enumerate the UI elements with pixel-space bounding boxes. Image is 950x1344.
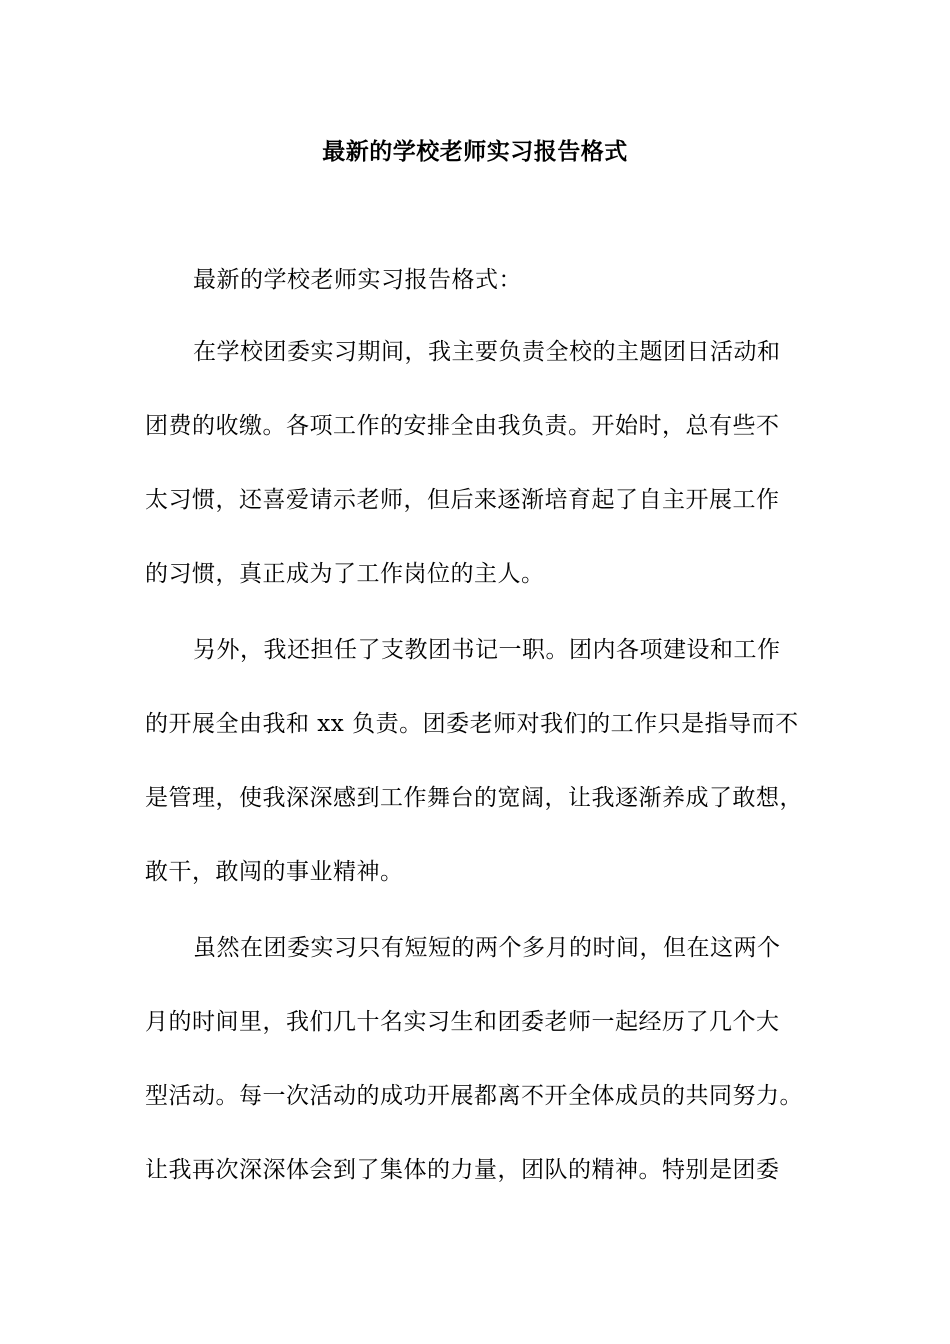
paragraph-line: 最新的学校老师实习报告格式： [193,267,522,293]
paragraph-line: 另外，我还担任了支教团书记一职。团内各项建设和工作 [193,637,781,663]
paragraph-line: 月的时间里，我们几十名实习生和团委老师一起经历了几个大 [145,1009,780,1035]
document-title: 最新的学校老师实习报告格式 [322,138,628,165]
paragraph-line: 团费的收缴。各项工作的安排全由我负责。开始时，总有些不 [145,413,780,439]
paragraph-line: 在学校团委实习期间，我主要负责全校的主题团日活动和 [193,339,781,365]
paragraph-line: 让我再次深深体会到了集体的力量，团队的精神。特别是团委 [145,1157,780,1183]
paragraph-line: 是管理，使我深深感到工作舞台的宽阔，让我逐渐养成了敢想， [145,785,803,811]
paragraph-line: 的开展全由我和 xx 负责。团委老师对我们的工作只是指导而不 [145,711,799,737]
paragraph-line: 型活动。每一次活动的成功开展都离不开全体成员的共同努力。 [145,1083,803,1109]
paragraph-line: 太习惯，还喜爱请示老师，但后来逐渐培育起了自主开展工作 [145,487,780,513]
paragraph-line: 虽然在团委实习只有短短的两个多月的时间，但在这两个 [193,935,781,961]
paragraph-line: 敢干，敢闯的事业精神。 [145,859,404,885]
paragraph-line: 的习惯，真正成为了工作岗位的主人。 [145,561,545,587]
